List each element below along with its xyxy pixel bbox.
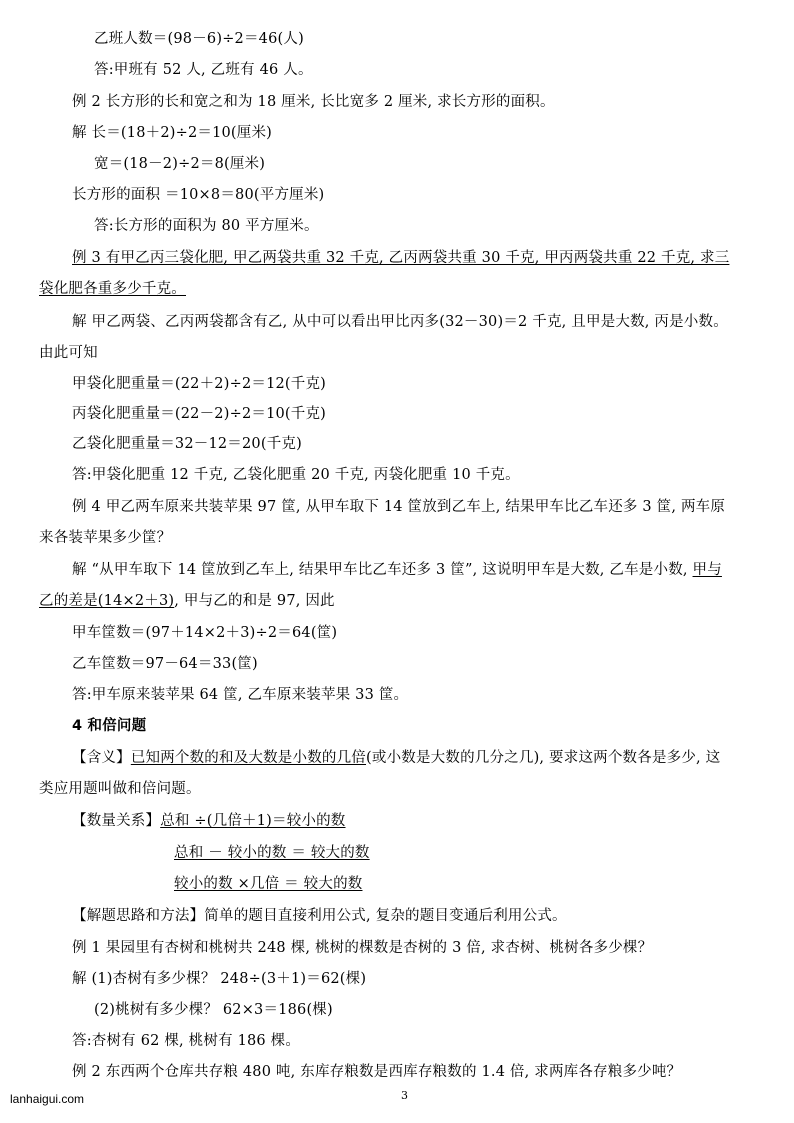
text-line [0, 749, 794, 767]
text-span: (或小数是大数的几分之几), 要求这两个数各是多少, 这 [366, 750, 721, 766]
text-line [0, 561, 794, 579]
text-line: 由此可知 [39, 345, 98, 361]
text-line: 答:甲车原来装苹果 64 筐, 乙车原来装苹果 33 筐。 [72, 687, 409, 703]
text-line: 袋化肥各重多少千克。 [39, 281, 186, 297]
text-line: 长方形的面积 ＝10×8＝80(平方厘米) [72, 187, 325, 203]
text-line: 来各装苹果多少筐？ [39, 530, 172, 546]
text-line: 甲车筐数＝(97＋14×2＋3)÷2＝64(筐) [72, 625, 338, 641]
text-line: 例 2 长方形的长和宽之和为 18 厘米, 长比宽多 2 厘米, 求长方形的面积。 [72, 94, 555, 110]
text-line: 乙班人数＝(98－6)÷2＝46(人) [94, 31, 304, 47]
underlined-span: 甲与 [692, 562, 722, 578]
page-number: 3 [401, 1089, 408, 1102]
text-line: 答:杏树有 62 棵, 桃树有 186 棵。 [72, 1033, 301, 1049]
text-line: 乙车筐数＝97－64＝33(筐) [72, 656, 258, 672]
text-line: 宽＝(18－2)÷2＝8(厘米) [94, 156, 266, 172]
text-line: 例 1 果园里有杏树和桃树共 248 棵, 桃树的棵数是杏树的 3 倍, 求杏树、桃树各多少棵？ [72, 940, 653, 956]
text-line: 答:甲袋化肥重 12 千克, 乙袋化肥重 20 千克, 丙袋化肥重 10 千克。 [72, 467, 520, 483]
text-line: 丙袋化肥重量＝(22－2)÷2＝10(千克) [72, 406, 327, 422]
text-line: 例 2 东西两个仓库共存粮 480 吨, 东库存粮数是西库存粮数的 1.4 倍, 求两库各存粮多少吨？ [72, 1064, 682, 1080]
text-line: 例 4 甲乙两车原来共装苹果 97 筐, 从甲车取下 14 筐放到乙车上, 结果甲车比乙车还多 3 筐, 两车原 [72, 499, 726, 515]
text-line: 答:长方形的面积为 80 平方厘米。 [94, 218, 319, 234]
underlined-span: 已知两个数的和及大数是小数的几倍 [130, 750, 367, 766]
formula-line: 总和 － 较小的数 ＝ 较大的数 [174, 845, 370, 861]
underlined-span: 总和 ÷(几倍＋1)＝较小的数 [160, 813, 346, 829]
text-span: 解 “从甲车取下 14 筐放到乙车上, 结果甲车比乙车还多 3 筐”, 这说明甲车是大数, 乙车是小数, [72, 562, 693, 578]
text-line: 乙袋化肥重量＝32－12＝20(千克) [72, 436, 302, 452]
text-line: (2)桃树有多少棵？ 62×3＝186(棵) [94, 1002, 333, 1018]
section-heading: 4 和倍问题 [72, 718, 147, 734]
text-line: 解 (1)杏树有多少棵？ 248÷(3＋1)＝62(棵) [72, 971, 367, 987]
text-line [0, 812, 794, 830]
underlined-span: 乙的差是(14×2＋3) [39, 593, 175, 609]
text-line: 甲袋化肥重量＝(22＋2)÷2＝12(千克) [72, 376, 327, 392]
text-line: 答:甲班有 52 人, 乙班有 46 人。 [94, 62, 313, 78]
text-line: 解 长＝(18＋2)÷2＝10(厘米) [72, 125, 273, 141]
text-line: 解 甲乙两袋、乙丙两袋都含有乙, 从中可以看出甲比丙多(32－30)＝2 千克, 且甲是大数, 丙是小数。 [72, 314, 728, 330]
text-span: 【数量关系】 [72, 813, 161, 829]
text-line: 例 3 有甲乙丙三袋化肥, 甲乙两袋共重 32 千克, 乙丙两袋共重 30 千克, 甲丙两袋共重 22 千克, 求三 [72, 250, 730, 266]
text-line: 【解题思路和方法】简单的题目直接利用公式, 复杂的题目变通后利用公式。 [72, 908, 567, 924]
text-span: , 甲与乙的和是 97, 因此 [174, 593, 335, 609]
formula-line: 较小的数 ×几倍 ＝ 较大的数 [174, 876, 363, 892]
footer-site-link[interactable]: lanhaigui.com [10, 1092, 85, 1106]
text-line: 类应用题叫做和倍问题。 [39, 781, 201, 797]
text-span: 【含义】 [72, 750, 131, 766]
text-line [0, 592, 794, 610]
